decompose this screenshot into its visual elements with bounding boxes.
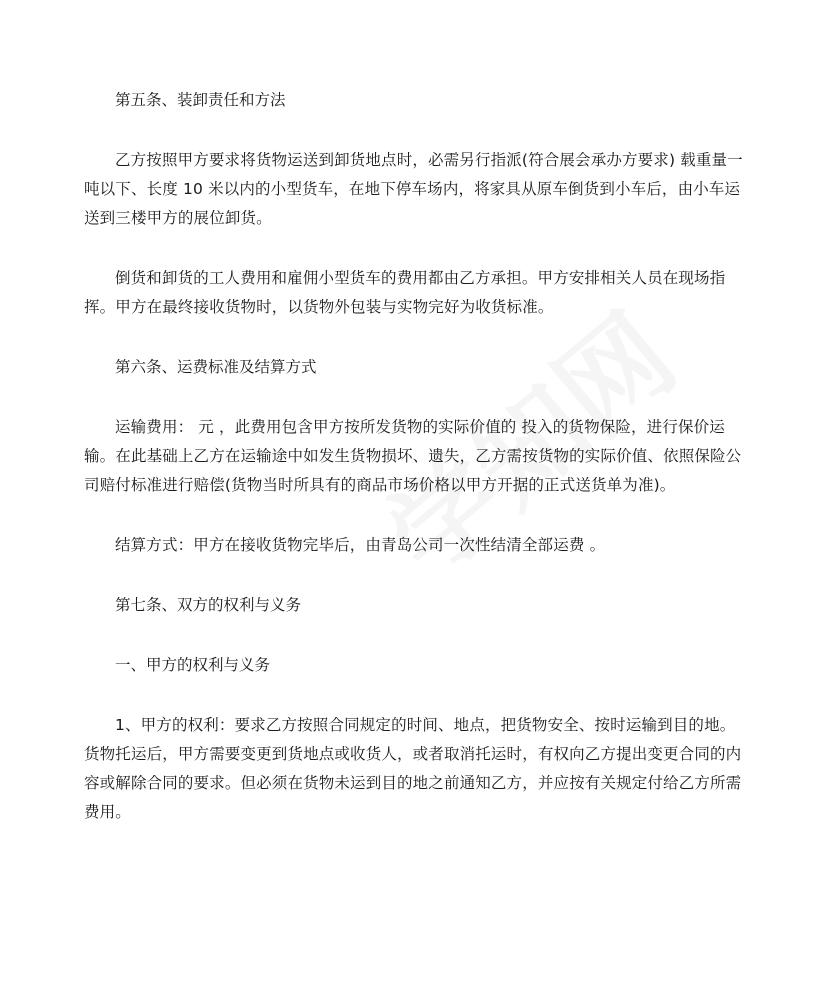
section-6-paragraph-2: 结算方式：甲方在接收货物完毕后，由青岛公司一次性结清全部运费 。 (115, 536, 606, 554)
section-5-paragraph-2: 倒货和卸货的工人费用和雇佣小型货车的费用都由乙方承担。甲方安排相关人员在现场指挥。甲方在最终接收货物时，以货物外包装与实物完好为收货标准。 (84, 269, 726, 316)
document-body (84, 86, 748, 827)
section-7-heading: 第七条、双方的权利与义务 (115, 596, 302, 614)
section-7-subheading-1: 一、甲方的权利与义务 (115, 656, 271, 674)
section-5-paragraph-1: 乙方按照甲方要求将货物运送到卸货地点时，必需另行指派(符合展会承办方要求) 载重量一吨以下、长度 10 米以内的小型货车，在地下停车场内，将家具从原车倒货到小车后，由小车运送到三楼甲方的展位卸货。 (84, 151, 743, 227)
section-6-heading: 第六条、运费标准及结算方式 (115, 358, 317, 376)
section-6-paragraph-1: 运输费用： 元 ，此费用包含甲方按所发货物的实际价值的 投入的货物保险，进行保价运输。在此基础上乙方在运输途中如发生货物损坏、遗失，乙方需按货物的实际价值、依照保险公司赔付标准进行赔偿(货物当时所具有的商品市场价格以甲方开据的正式送货单为准)。 (84, 418, 742, 494)
section-7-paragraph-1: 1、甲方的权利：要求乙方按照合同规定的时间、地点，把货物安全、按时运输到目的地。货物托运后，甲方需要变更到货地点或收货人，或者取消托运时，有权向乙方提出变更合同的内容或解除合同的要求。但必须在货物未运到目的地之前通知乙方，并应按有关规定付给乙方所需费用。 (84, 716, 742, 821)
section-5-heading: 第五条、装卸责任和方法 (115, 91, 286, 109)
